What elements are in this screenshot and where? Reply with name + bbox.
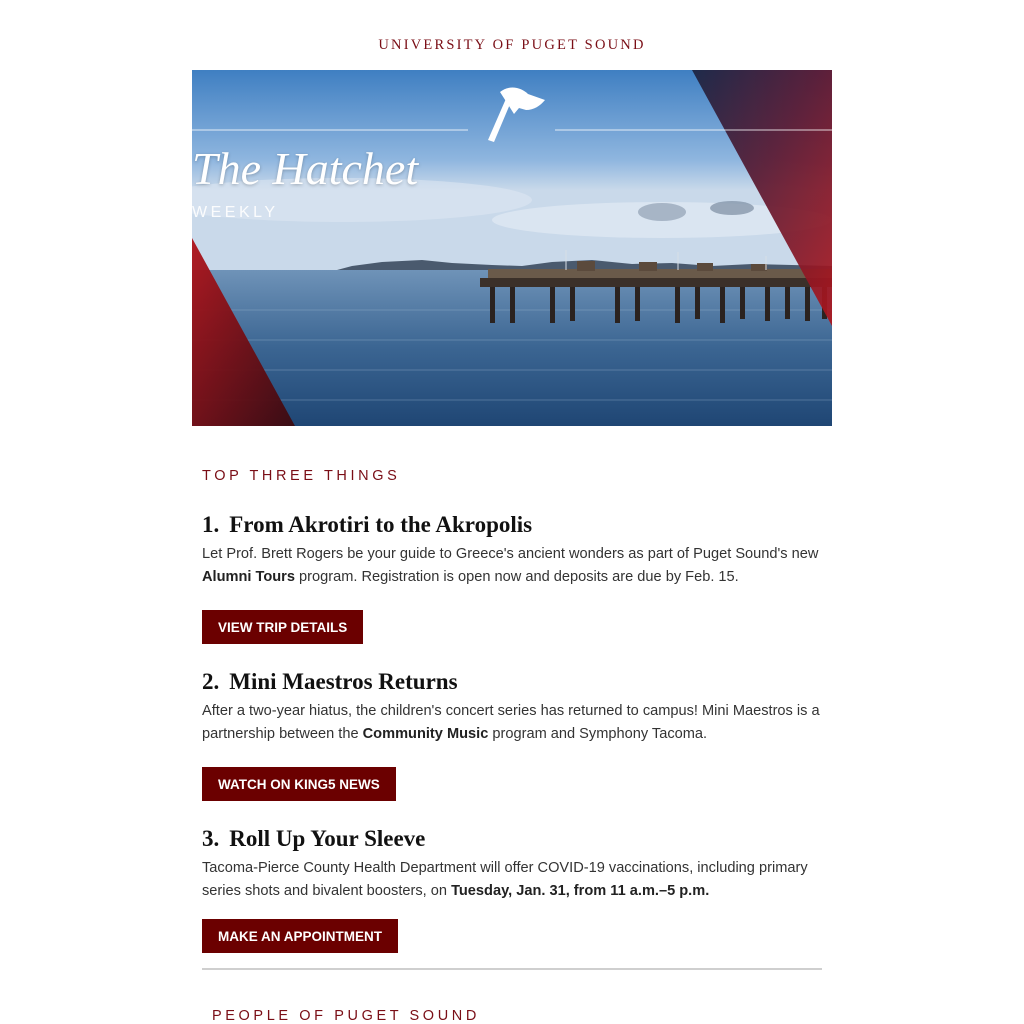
hero-banner (192, 70, 832, 426)
section-divider (202, 968, 822, 970)
item-body-text: Let Prof. Brett Rogers be your guide to Greece's ancient wonders as part of Puget Sound's new (202, 546, 819, 562)
item-title-1 (202, 512, 532, 538)
item-body-1 (202, 543, 832, 589)
item-number: 2. (202, 669, 220, 694)
item-body-text: Tacoma-Pierce County Health Department will offer COVID-19 vaccinations, including primary series shots and bivalent boosters, on (202, 860, 808, 899)
make-appointment-button[interactable]: MAKE AN APPOINTMENT (202, 919, 398, 953)
item-body-text: After a two-year hiatus, the children's concert series has returned to campus! Mini Maestros is a partnership between the (202, 703, 820, 742)
item-body-link[interactable]: Community Music (362, 726, 489, 742)
item-title-2 (202, 669, 458, 695)
item-body-text: program and Symphony Tacoma. (488, 726, 708, 742)
item-number: 1. (202, 512, 220, 537)
item-heading: Mini Maestros Returns (229, 669, 458, 694)
section-label-people: PEOPLE OF PUGET SOUND (212, 1008, 480, 1024)
item-body-highlight: Tuesday, Jan. 31, from 11 a.m.–5 p.m. (451, 883, 710, 899)
item-number: 3. (202, 826, 220, 851)
item-body-2 (202, 700, 832, 746)
view-trip-details-button[interactable]: VIEW TRIP DETAILS (202, 610, 363, 644)
hero-title: The Hatchet (192, 143, 419, 194)
section-label-top-three: TOP THREE THINGS (202, 468, 401, 484)
item-body-link[interactable]: Alumni Tours (202, 569, 295, 585)
watch-on-king5-button[interactable]: WATCH ON KING5 NEWS (202, 767, 396, 801)
university-name: UNIVERSITY OF PUGET SOUND (378, 37, 646, 53)
item-heading: From Akrotiri to the Akropolis (229, 512, 533, 537)
hero-subtitle: WEEKLY (192, 204, 279, 221)
item-body-3 (202, 857, 832, 903)
hero-image (192, 70, 832, 426)
item-heading: Roll Up Your Sleeve (229, 826, 426, 851)
item-title-3 (202, 826, 425, 852)
item-body-text: program. Registration is open now and deposits are due by Feb. 15. (294, 569, 739, 585)
